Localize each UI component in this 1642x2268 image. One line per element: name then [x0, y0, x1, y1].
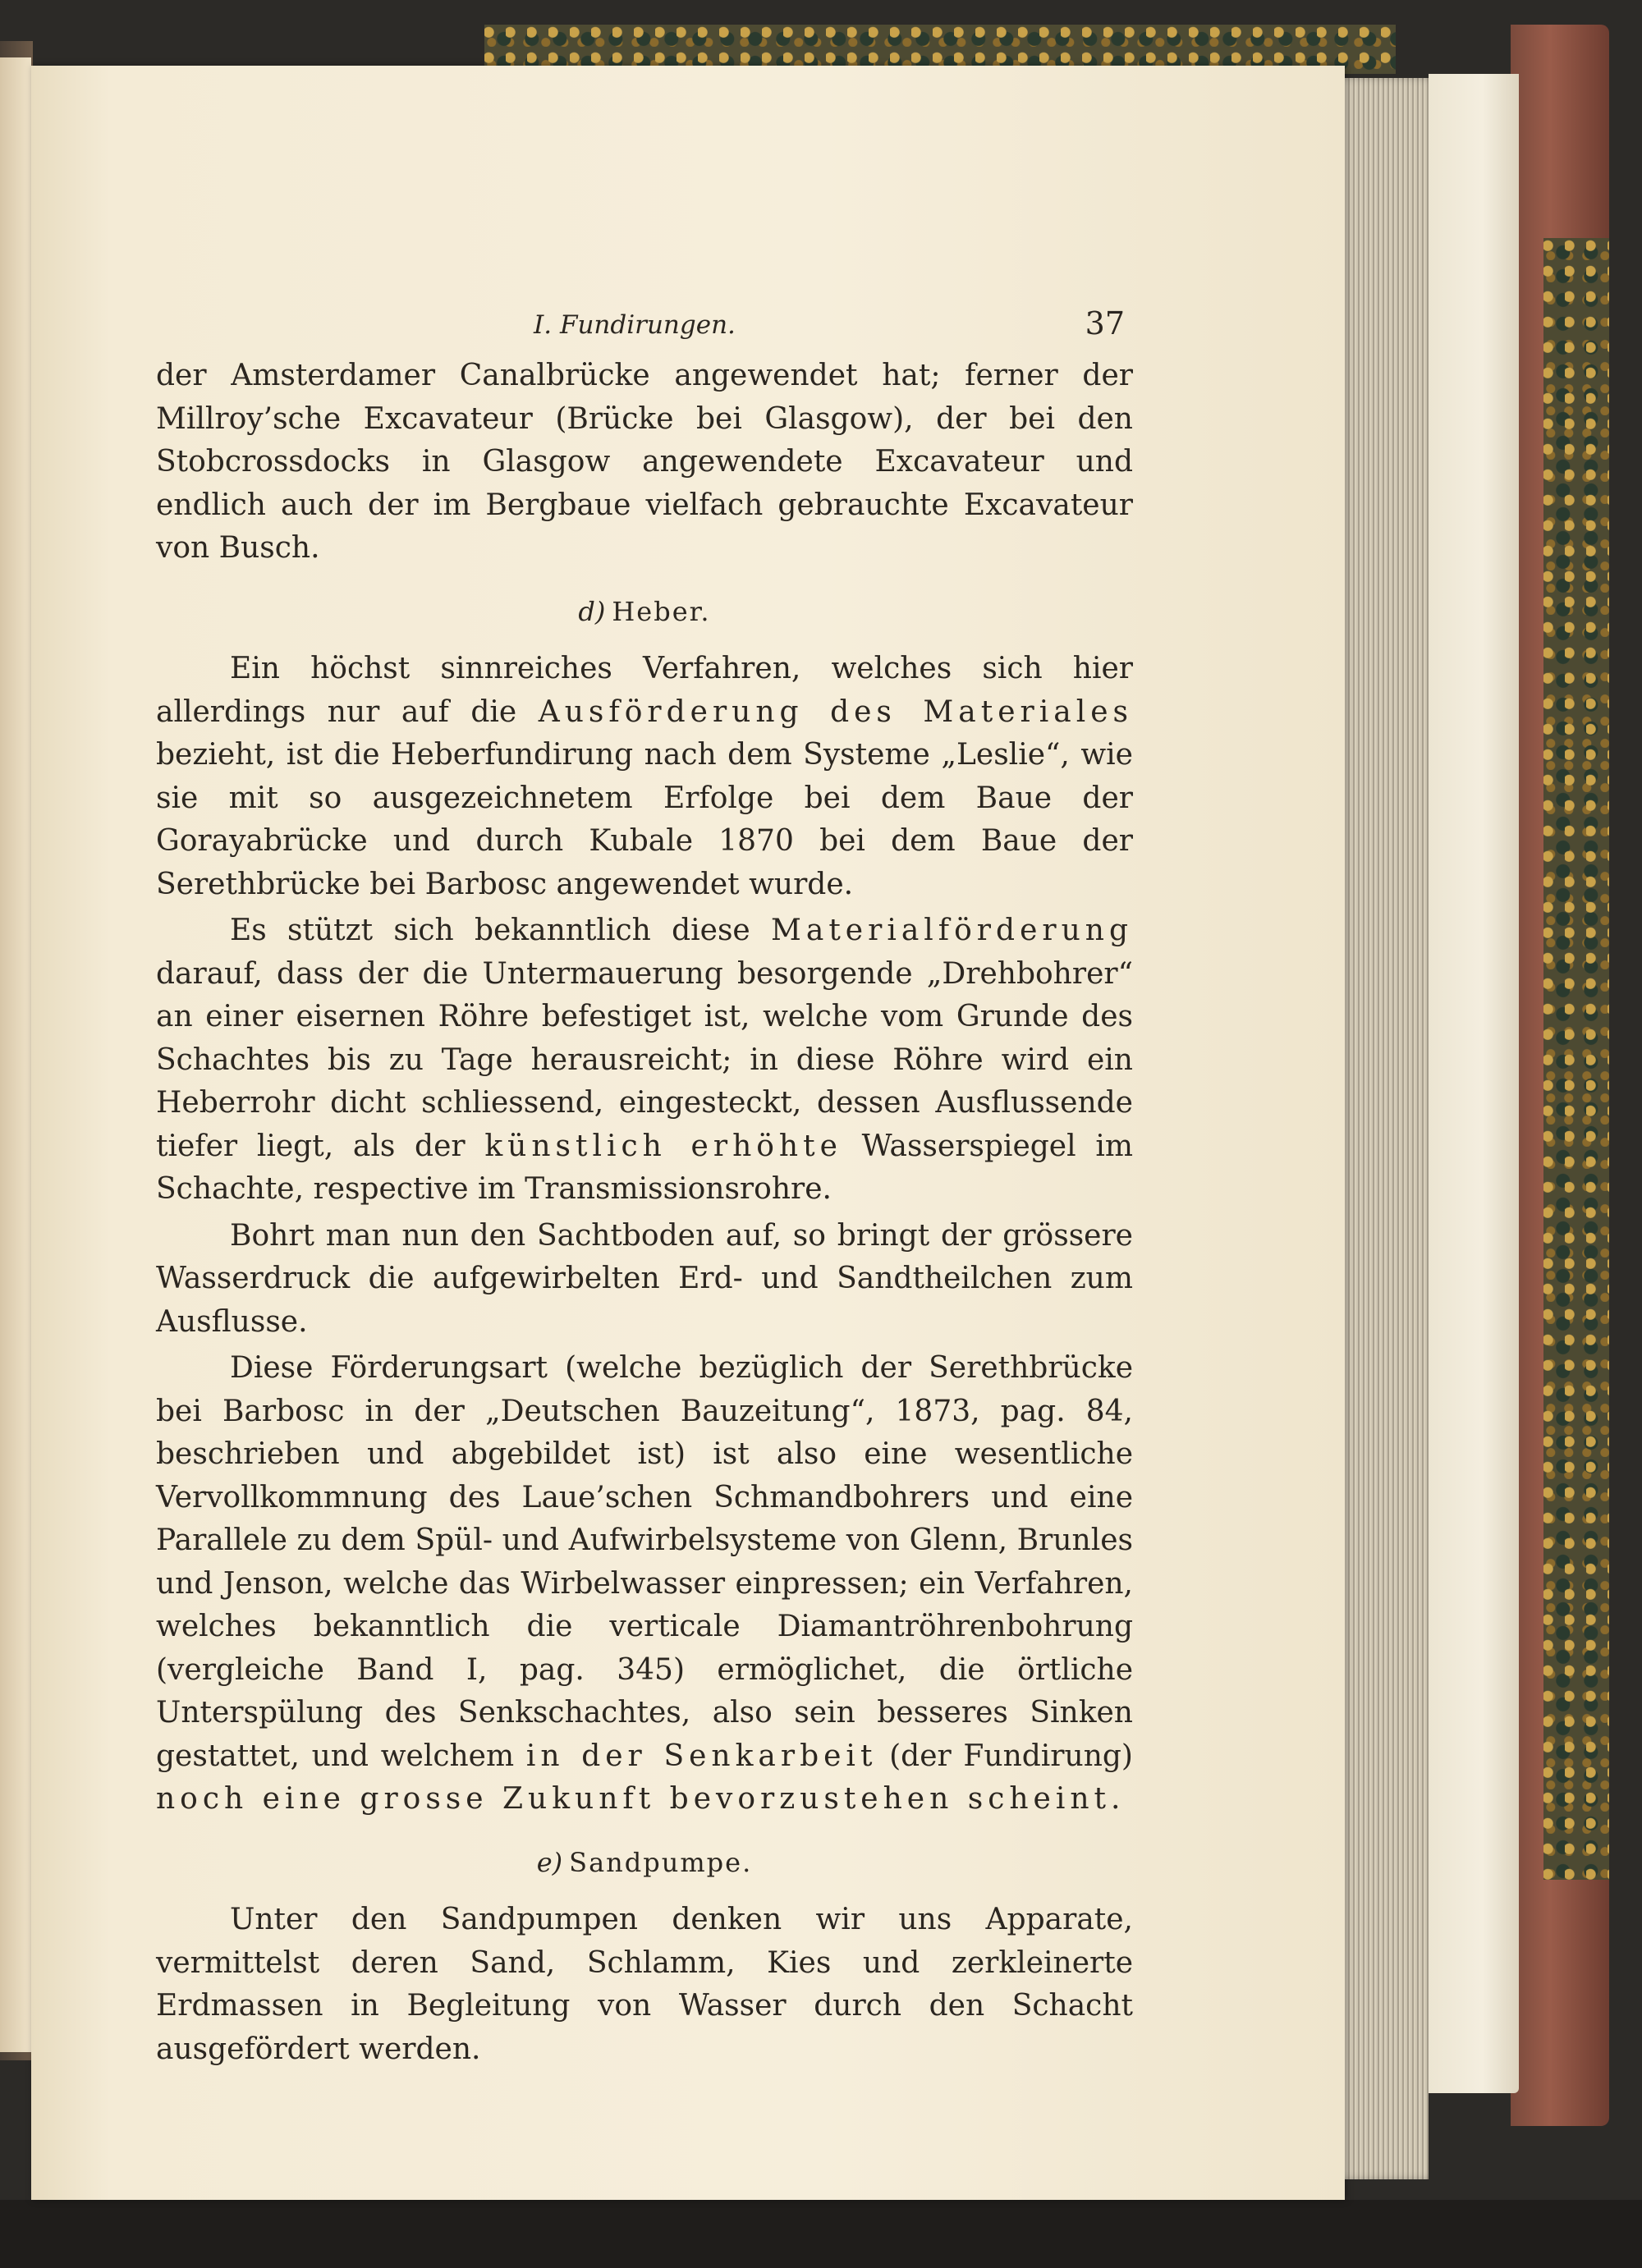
paragraph-4: Bohrt man nun den Sachtboden auf, so bringt der grössere Wasserdruck die aufgewirbelten Erd- und Sandtheilchen zum Ausflusse.: [156, 1218, 1133, 1339]
paragraph-3: [156, 909, 1133, 1212]
emphasis-run: noch eine grosse Zukunft bevorzustehen scheint.: [156, 1782, 1126, 1816]
facing-page-edge: [0, 57, 31, 2052]
background-table: [0, 2200, 1642, 2268]
paragraph-6: Unter den Sandpumpen denken wir uns Apparate, vermittelst deren Sand, Schlamm, Kies und zerkleinerte Erdmassen in Begleitung von Wasser durch den Schacht ausgefördert werden.: [156, 1903, 1133, 2066]
section-label: e): [536, 1846, 563, 1878]
text-run: Wasserspiegel im Schachte, respective im Transmissionsrohre.: [156, 1129, 1133, 1206]
flyleaf: [1429, 74, 1519, 2093]
marbled-cover-right: [1543, 238, 1609, 1880]
emphasis-run: Materialförderung: [771, 914, 1133, 947]
text-run: Diese Förderungsart (welche bezüglich der Serethbrücke bei Barbosc in der „Deutschen Bauzeitung“, 1873, pag. 84, beschrieben und abgebildet ist) ist also eine wesentliche Vervollkommnung des Laue’schen Schmandbohrers und eine Parallele zu dem Spül- und Aufwirbelsysteme von Glenn, Brunles und Jenson, welche das Wirbelwasser einpressen; ein Verfahren, welches bekanntlich die verticale Diamantröhrenbohrung (vergleiche Band I, pag. 345) ermöglichet, die örtliche Unterspülung des Senkschachtes, also sein besseres Sinken gestattet, und welchem: [156, 1351, 1133, 1773]
emphasis-run: Ausförderung des Materiales: [538, 694, 1133, 729]
paragraph-1: der Amsterdamer Canalbrücke angewendet hat; ferner der Millroy’sche Excavateur (Brücke bei Glasgow), der bei den Stobcrossdocks in Glasgow angewendete Excavateur und endlich auch der im Bergbaue vielfach gebrauchte Excavateur von Busch.: [156, 359, 1133, 565]
emphasis-run: künstlich erhöhte: [484, 1129, 842, 1163]
running-title: I. Fundirungen.: [534, 310, 736, 340]
text-run: darauf, dass der die Untermauerung besorgende „Drehbohrer“ an einer eisernen Röhre befestiget ist, welche vom Grunde des Schachtes bis zu Tage herausreicht; in diese Röhre wird ein Heberrohr dicht schliessend, eingesteckt, dessen Ausflussende tiefer liegt, als der: [156, 956, 1133, 1163]
text-run: bezieht, ist die Heberfundirung nach dem Systeme „Leslie“, wie sie mit so ausgezeichnetem Erfolge bei dem Baue der Gorayabrücke und durch Kubale 1870 bei dem Baue der Serethbrücke bei Barbosc angewendet wurde.: [156, 738, 1133, 901]
paragraph-5: [156, 1347, 1133, 1821]
section-label: d): [578, 595, 606, 627]
page-text: [156, 296, 1133, 2071]
running-head: [156, 296, 1133, 348]
paragraph-2: [156, 648, 1133, 906]
section-title: Heber.: [612, 595, 711, 627]
text-run: (der Fundirung): [877, 1739, 1133, 1773]
section-heading-d: [156, 590, 1133, 634]
section-title: Sandpumpe.: [569, 1846, 753, 1878]
page-number: 37: [1085, 305, 1125, 341]
text-run: Es stützt sich bekanntlich diese: [230, 914, 772, 947]
text-run: Ein höchst sinnreiches Verfahren, welches sich hier allerdings nur auf die: [156, 652, 1133, 729]
section-heading-e: [156, 1841, 1133, 1885]
emphasis-run: in der Senkarbeit: [525, 1739, 878, 1773]
